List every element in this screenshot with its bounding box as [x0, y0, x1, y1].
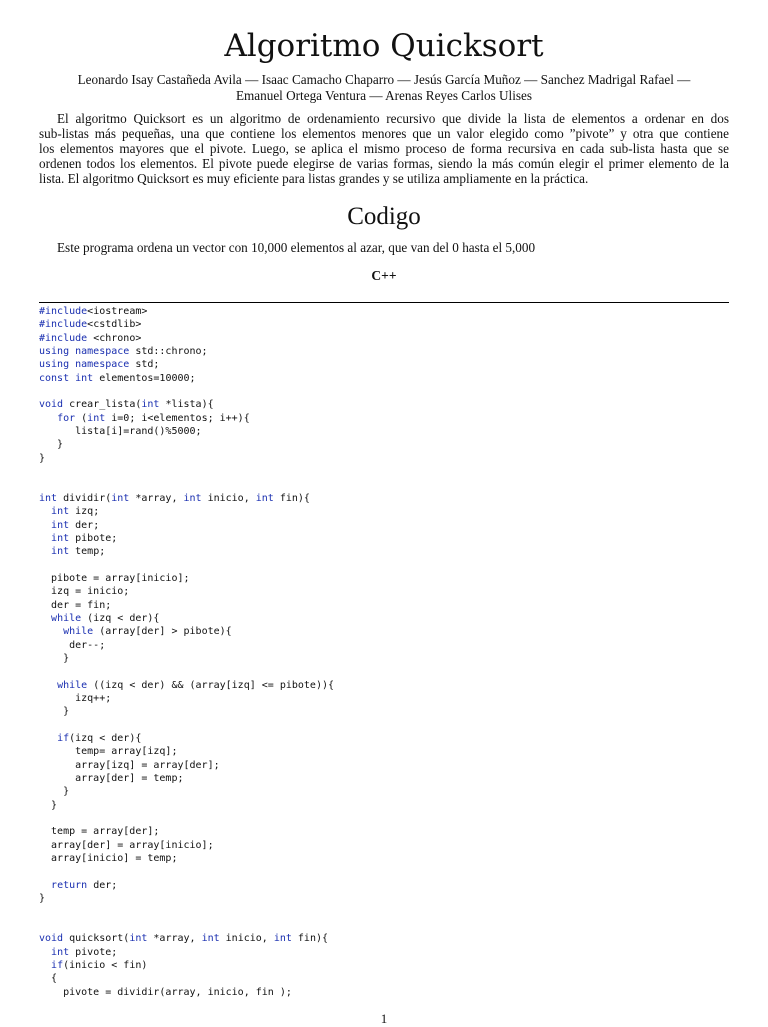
code-line: }: [39, 439, 64, 451]
code-listing: [39, 305, 729, 999]
page-number: 1: [380, 1011, 388, 1026]
code-line: [39, 559, 729, 572]
author-list: [40, 72, 728, 104]
abstract-paragraph: [39, 111, 729, 186]
code-line: [39, 465, 729, 478]
code-line: while (array[der] > pibote){: [63, 626, 232, 638]
section-heading: Codigo: [347, 203, 421, 230]
code-line: der = fin;: [39, 599, 112, 611]
abstract-line: lista. El algoritmo Quicksort es muy eficiente para listas grandes y se utiliza ampliamente en la práctica.: [39, 171, 589, 186]
code-line: }: [39, 893, 46, 905]
code-line: using namespace std;: [39, 359, 160, 371]
code-line: [39, 719, 729, 732]
author-line: Emanuel Ortega Ventura — Arenas Reyes Carlos Ulises: [235, 88, 533, 103]
code-line: while ((izq < der) && (array[izq] <= pibote)){: [57, 679, 335, 691]
code-line: }: [39, 706, 70, 718]
code-line: }: [39, 799, 58, 811]
code-line: [39, 665, 729, 678]
code-line: {: [39, 973, 58, 985]
language-label: C++: [371, 268, 397, 283]
code-line: [39, 865, 729, 878]
author-line: Leonardo Isay Castañeda Avila — Isaac Camacho Chaparro — Jesús García Muñoz — Sanchez Madrigal Rafael —: [77, 72, 691, 87]
abstract-line: El algoritmo Quicksort es un algoritmo de ordenamiento recursivo que divide la lista de elementos a ordenar en dos: [57, 111, 729, 126]
code-line: }: [39, 452, 46, 464]
abstract-line: ordenen todos los elementos. El pivote puede elegirse de varias formas, siendo la más común elegir el primer elemento de la: [39, 156, 729, 171]
code-line: array[izq] = array[der];: [39, 759, 220, 771]
code-line: while (izq < der){: [51, 612, 160, 624]
code-line: [39, 478, 729, 491]
code-line: int pibote;: [51, 532, 118, 544]
code-line: }: [39, 786, 70, 798]
code-line: [39, 919, 729, 932]
code-line: int pivote;: [51, 946, 118, 958]
code-line: der--;: [39, 639, 106, 651]
code-line: const int elementos=10000;: [39, 372, 196, 384]
code-top-rule: [39, 302, 729, 303]
code-line: pibote = array[inicio];: [39, 572, 190, 584]
code-line: array[der] = array[inicio];: [39, 839, 214, 851]
code-line: if(izq < der){: [57, 733, 142, 744]
code-line: #include<iostream>: [39, 306, 148, 317]
code-line: for (int i=0; i<elementos; i++){: [57, 412, 250, 424]
code-line: lista[i]=rand()%5000;: [39, 426, 202, 438]
code-line: izq++;: [39, 692, 112, 704]
code-line: void crear_lista(int *lista){: [39, 399, 214, 411]
code-line: pivote = dividir(array, inicio, fin );: [39, 986, 292, 998]
code-line: int izq;: [51, 506, 100, 518]
code-line: array[der] = temp;: [39, 773, 184, 785]
paper-title: Algoritmo Quicksort: [224, 28, 544, 64]
code-line: if(inicio < fin): [51, 959, 148, 971]
code-line: }: [39, 652, 70, 664]
abstract-line: los elementos mayores que el pivote. Luego, se aplica el mismo proceso de forma recursiva en cada sub-lista hasta que se: [39, 141, 729, 156]
code-line: using namespace std::chrono;: [39, 346, 208, 358]
code-line: array[inicio] = temp;: [39, 853, 178, 865]
code-line: int dividir(int *array, int inicio, int fin){: [39, 492, 310, 504]
code-line: #include <chrono>: [39, 332, 142, 344]
code-line: [39, 812, 729, 825]
code-line: [39, 905, 729, 918]
code-line: int temp;: [51, 546, 106, 558]
abstract-line: sub-listas más pequeñas, una que contiene los elementos menores que un valor elegido como ”pivote” y otra que contiene: [39, 126, 729, 141]
intro-text: Este programa ordena un vector con 10,000 elementos al azar, que van del 0 hasta el 5,000: [57, 240, 536, 255]
code-line: [39, 385, 729, 398]
code-line: #include<cstdlib>: [39, 319, 142, 331]
code-line: izq = inicio;: [39, 586, 130, 598]
code-line: void quicksort(int *array, int inicio, int fin){: [39, 933, 329, 945]
code-line: int der;: [51, 519, 100, 531]
code-line: temp = array[der];: [39, 826, 160, 838]
code-line: temp= array[izq];: [39, 746, 178, 758]
code-line: return der;: [51, 879, 118, 891]
